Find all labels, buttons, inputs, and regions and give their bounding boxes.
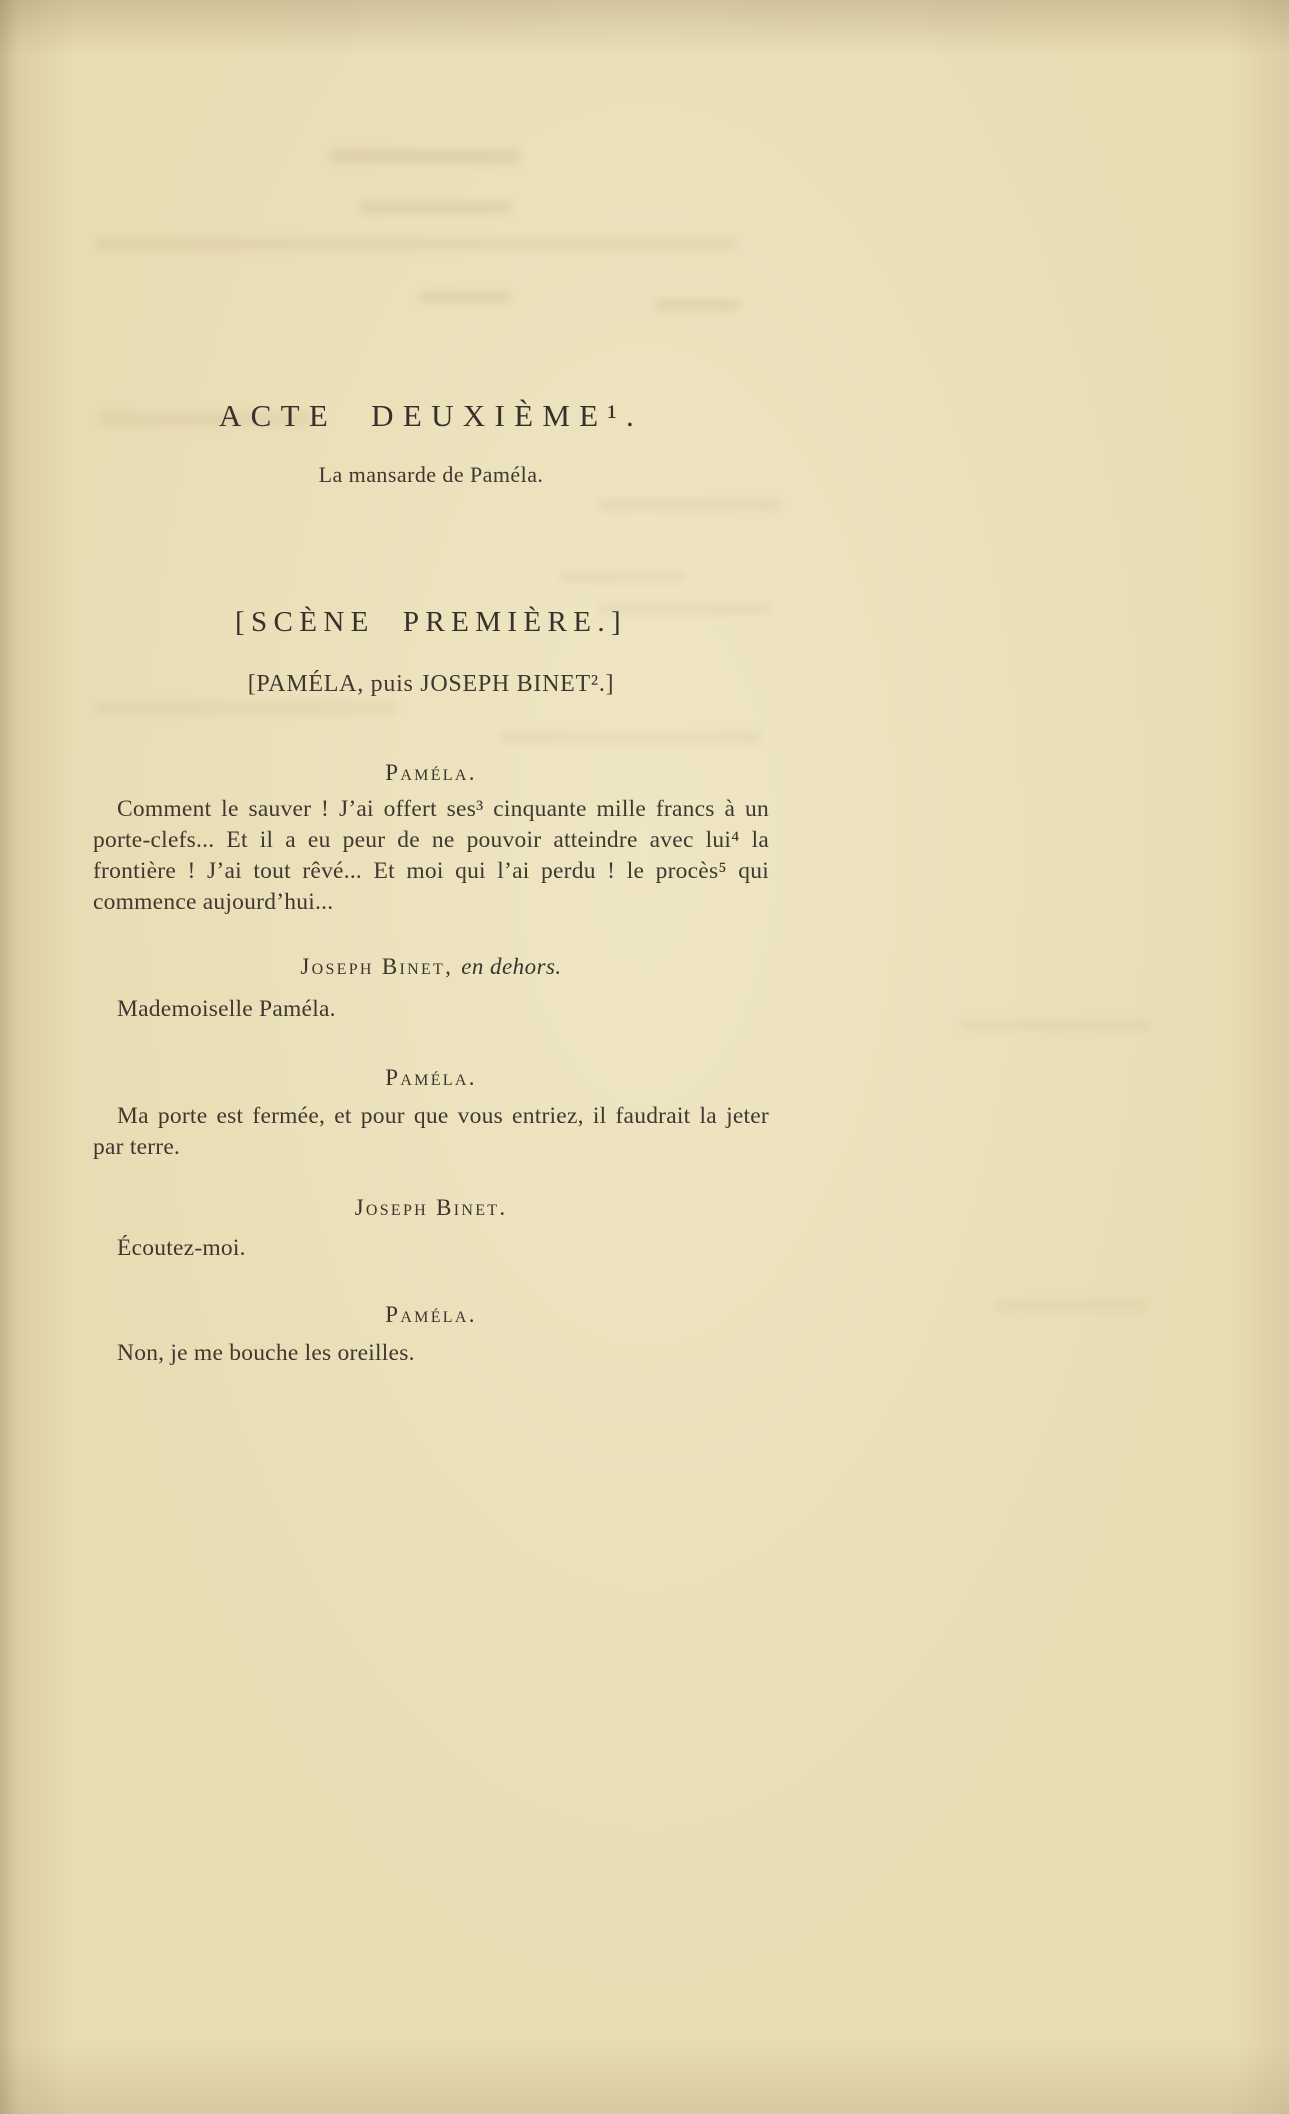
- speaker-line: [93, 954, 769, 980]
- speaker-name: Joseph Binet.: [354, 1195, 508, 1220]
- bleed-through-text: [995, 1300, 1145, 1311]
- text-block: [93, 398, 769, 1369]
- dialogue-line: Écoutez-moi.: [117, 1235, 246, 1261]
- scene-heading: [SCÈNE PREMIÈRE.]: [234, 606, 628, 638]
- bleed-through-text: [420, 292, 510, 302]
- dialogue-line: Non, je me bouche les oreilles.: [117, 1340, 415, 1366]
- speaker-line: [93, 760, 769, 786]
- speaker-line: [93, 1302, 769, 1328]
- act-title: ACTE DEUXIÈME¹.: [218, 398, 644, 433]
- speaker-name: Joseph Binet,: [300, 954, 454, 979]
- act-setting: La mansarde de Paméla.: [318, 462, 544, 487]
- bleed-through-text: [330, 150, 520, 163]
- speaker-line: [93, 1195, 769, 1221]
- bleed-through-text: [655, 300, 740, 310]
- speaker-name: Paméla.: [385, 1302, 477, 1327]
- dialogue-line: Mademoiselle Paméla.: [117, 996, 336, 1022]
- speaker-line: [93, 1065, 769, 1091]
- bleed-through-text: [960, 1020, 1150, 1031]
- dialogue-line: Comment le sauver ! J’ai offert ses³ cinquante mille francs à un porte-clefs... Et il a eu peur de ne pouvoir atteindre avec lui⁴ la frontière ! J’ai tout rêvé... Et moi qui l’ai perdu ! le procès⁵ qui commence aujourd’hui...: [93, 796, 769, 915]
- bleed-through-text: [360, 202, 510, 213]
- speaker-name: Paméla.: [385, 1065, 477, 1090]
- speaker-name: Paméla.: [385, 760, 477, 785]
- scene-cast-list: [PAMÉLA, puis JOSEPH BINET².]: [247, 671, 615, 697]
- stage-direction: en dehors.: [461, 954, 562, 979]
- dialogue-line: Ma porte est fermée, et pour que vous entriez, il faudrait la jeter par terre.: [93, 1103, 769, 1160]
- bleed-through-text: [95, 238, 735, 250]
